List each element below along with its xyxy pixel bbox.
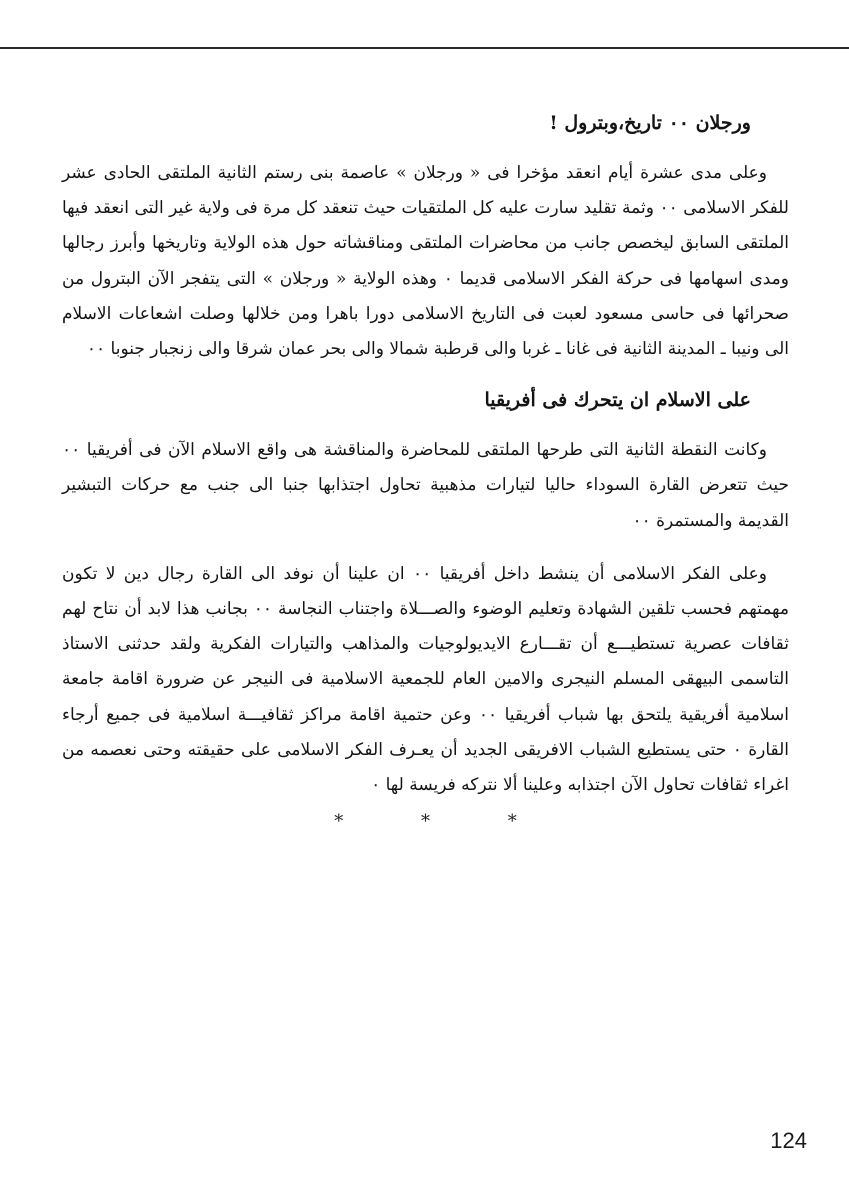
paragraph-1: وعلى مدى عشرة أيام انعقد مؤخرا فى « ورجلان » عاصمة بنى رستم الثانية الملتقى الحادى عشر للفكر الاسلامى ٠٠ وثمة تقليد سارت عليه كل الملتقيات حيث تنعقد كل مرة فى ولاية غير التى انعقد فيها الملتقى السابق ليخصص جانب من محاضرات الملتقى ومناقشاته حول هذه الولاية وتاريخها وأبرز رجالها ومدى اسهامها فى حركة الفكر الاسلامى قديما ٠ وهذه الولاية « ورجلان » التى يتفجر الآن البترول من صحرائها فى حاسى مسعود لعبت فى التاريخ الاسلامى دورا باهرا ومن خلالها وصلت اشعاعات الاسلام الى ونيبا ـ المدينة الثانية فى غانا ـ غربا والى قرطبة شمالا والى بحر عمان شرقا والى زنجبار جنوبا ٠٠ [62,163,790,360]
page-body [62,108,789,832]
section-separator: * * * [334,811,553,833]
top-rule [0,47,849,49]
page-number: 124 [770,1128,807,1153]
section-heading-2: على الاسلام ان يتحرك فى أفريقيا [484,389,751,412]
section-heading-1: ورجلان ٠٠ تاريخ،وبترول ! [549,112,751,134]
paragraph-3: وعلى الفكر الاسلامى أن ينشط داخل أفريقيا ٠٠ ان علينا أن نوفد الى القارة رجال دين لا تكون مهمتهم فحسب تلقين الشهادة وتعليم الوضوء والصـــلاة واجتناب النجاسة ٠٠ بجانب هذا لابد أن نتاح لهم ثقافات عصرية تستطيـــع أن تقـــارع الايديولوجيات والمذاهب والتيارات الفكرية ولقد حدثنى الاستاذ التاسمى البيهقى المسلم النيجرى والامين العام للجمعية الاسلامية فى النيجر عن ضرورة اقامة جامعة اسلامية أفريقية يلتحق بها شباب أفريقيا ٠٠ وعن حتمية اقامة مراكز ثقافيـــة اسلامية فى جميع أرجاء القارة ٠ حتى يستطيع الشباب الافريقى الجديد أن يعـرف الفكر الاسلامى على حقيقته وحتى نعصمه من اغراء ثقافات تحاول الآن اجتذابه وعلينا ألا نتركه فريسة لها ٠ [62,563,789,796]
paragraph-2: وكانت النقطة الثانية التى طرحها الملتقى للمحاضرة والمناقشة هى واقع الاسلام الآن فى أفريقيا ٠٠ حيث تتعرض القارة السوداء حاليا لتيارات مذهبية تحاول اجتذابها جنبا الى جنب مع حركات التبشير القديمة والمستمرة ٠٠ [62,440,789,531]
